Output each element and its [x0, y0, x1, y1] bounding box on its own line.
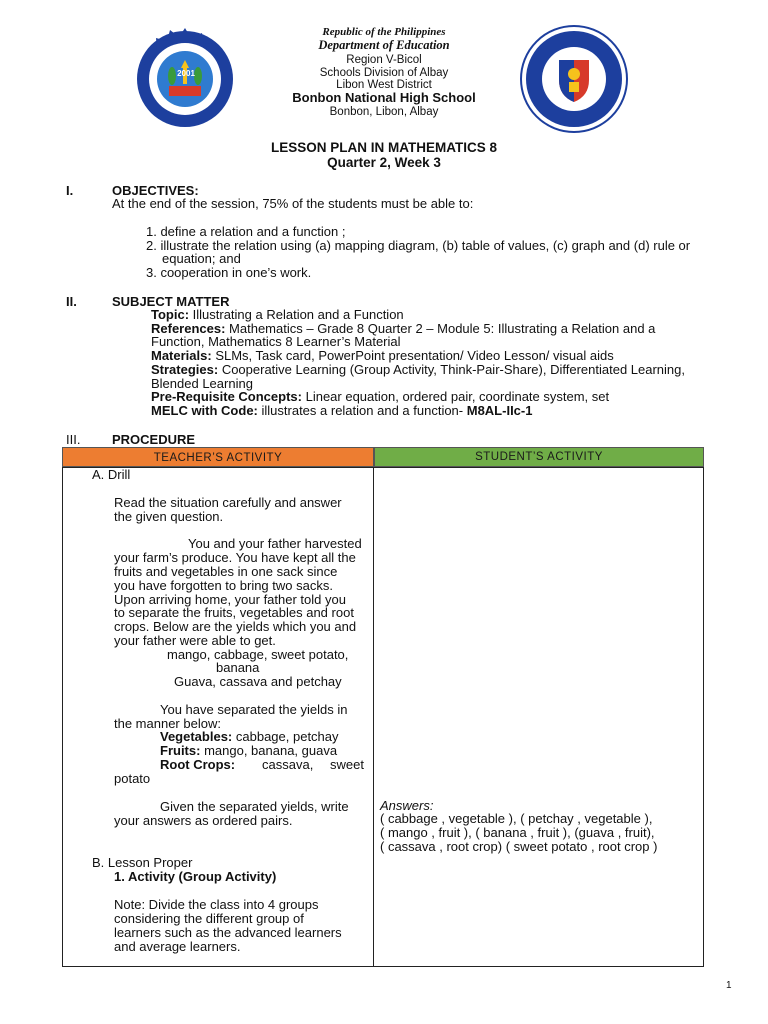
strategies-line	[151, 363, 685, 377]
melc-label: MELC with Code:	[151, 403, 258, 418]
story-text: to separate the fruits, vegetables and root	[114, 605, 354, 620]
story-text: Upon arriving home, your father told you	[114, 592, 346, 607]
story-text: You and your father harvested	[188, 536, 362, 551]
left-seal-year: 2001	[177, 69, 195, 78]
vegetables-value: cabbage, petchay	[232, 729, 339, 744]
answers-label: Answers:	[380, 798, 434, 813]
yields-text: Guava, cassava and petchay	[174, 674, 342, 689]
materials-label: Materials:	[151, 348, 212, 363]
root-crops-cont: potato	[114, 771, 151, 786]
given-text: Given the separated yields, write	[160, 799, 349, 814]
objective-item: 3. cooperation in one’s work.	[146, 265, 312, 280]
drill-text: Read the situation carefully and answer	[114, 495, 342, 510]
melc-line	[151, 404, 532, 418]
lesson-proper-label: B. Lesson Proper	[92, 855, 193, 870]
note-text: considering the different group of	[114, 911, 304, 926]
activity-label: 1. Activity (Group Activity)	[114, 869, 277, 884]
materials-line	[151, 349, 614, 363]
student-activity-header	[374, 447, 704, 467]
lesson-subtitle: Quarter 2, Week 3	[327, 155, 441, 170]
separated-text: the manner below:	[114, 716, 221, 731]
objectives-number: I.	[66, 183, 74, 198]
references-value: Mathematics – Grade 8 Quarter 2 – Module 5: Illustrating a Relation and a	[225, 321, 656, 336]
teacher-activity-label: TEACHER’S ACTIVITY	[153, 452, 283, 464]
note-text: Note: Divide the class into 4 groups	[114, 897, 319, 912]
story-text: your farm’s produce. You have kept all the	[114, 550, 356, 565]
strategies-cont: Blended Learning	[151, 376, 253, 391]
note-text: and average learners.	[114, 939, 241, 954]
objective-item: 2. illustrate the relation using (a) mapping diagram, (b) table of values, (c) graph and (d) rule or	[146, 238, 691, 253]
subject-number: II.	[66, 294, 77, 309]
answer-line: ( mango , fruit ), ( banana , fruit ), (guava , fruit),	[380, 825, 655, 840]
strategies-value: Cooperative Learning (Group Activity, Think-Pair-Share), Differentiated Learning,	[218, 362, 685, 377]
objectives-intro: At the end of the session, 75% of the students must be able to:	[112, 196, 474, 211]
root-crops-value-2: sweet	[330, 757, 364, 772]
student-activity-label: STUDENT’S ACTIVITY	[475, 451, 603, 463]
procedure-number: III.	[66, 432, 81, 447]
strategies-label: Strategies:	[151, 362, 219, 377]
answer-line: ( cassava , root crop) ( sweet potato , root crop )	[380, 839, 658, 854]
root-crops-label: Root Crops:	[160, 757, 236, 772]
page-number: 1	[726, 980, 732, 991]
prereq-value: Linear equation, ordered pair, coordinate system, set	[301, 389, 610, 404]
teacher-activity-header	[62, 447, 374, 467]
melc-code: M8AL-IIc-1	[466, 403, 533, 418]
root-crops-value: cassava,	[262, 757, 314, 772]
republic-line: Republic of the Philippines	[322, 26, 446, 38]
story-text: your father were able to get.	[114, 633, 276, 648]
student-activity-cell	[373, 467, 704, 967]
objectives-heading: OBJECTIVES:	[112, 183, 199, 198]
prereq-label: Pre-Requisite Concepts:	[151, 389, 302, 404]
procedure-heading: PROCEDURE	[112, 432, 196, 447]
prereq-line	[151, 390, 609, 404]
references-label: References:	[151, 321, 226, 336]
story-text: you have forgotten to bring two sacks.	[114, 578, 333, 593]
school-name: Bonbon National High School	[292, 90, 476, 105]
vegetables-line	[160, 730, 339, 744]
district-line: Libon West District	[336, 79, 432, 91]
melc-value: illustrates a relation and a function-	[257, 403, 467, 418]
yields-text: banana	[216, 660, 260, 675]
fruits-label: Fruits:	[160, 743, 201, 758]
division-line: Schools Division of Albay	[319, 67, 449, 79]
drill-text: the given question.	[114, 509, 224, 524]
fruits-line	[160, 744, 337, 758]
topic-value: Illustrating a Relation and a Function	[189, 307, 404, 322]
story-text: crops. Below are the yields which you and	[114, 619, 357, 634]
materials-value: SLMs, Task card, PowerPoint presentation/ Video Lesson/ visual aids	[211, 348, 614, 363]
school-location: Bonbon, Libon, Albay	[329, 106, 439, 118]
subject-heading: SUBJECT MATTER	[112, 294, 230, 309]
yields-text: mango, cabbage, sweet potato,	[167, 647, 349, 662]
topic-label: Topic:	[151, 307, 190, 322]
separated-text: You have separated the yields in	[160, 702, 348, 717]
vegetables-label: Vegetables:	[160, 729, 233, 744]
topic-line	[151, 308, 404, 322]
root-crops-line	[160, 758, 235, 772]
objective-item-cont: equation; and	[162, 251, 241, 266]
department-line: Department of Education	[318, 38, 450, 52]
fruits-value: mango, banana, guava	[200, 743, 338, 758]
region-line: Region V-Bicol	[346, 54, 422, 66]
note-text: learners such as the advanced learners	[114, 925, 342, 940]
given-text: your answers as ordered pairs.	[114, 813, 293, 828]
lesson-title: LESSON PLAN IN MATHEMATICS 8	[270, 140, 497, 155]
answer-line: ( cabbage , vegetable ), ( petchay , vegetable ),	[380, 811, 653, 826]
story-text: fruits and vegetables in one sack since	[114, 564, 338, 579]
objective-item: 1. define a relation and a function ;	[146, 224, 346, 239]
drill-label: A. Drill	[92, 467, 131, 482]
references-cont: Function, Mathematics 8 Learner’s Material	[151, 334, 401, 349]
